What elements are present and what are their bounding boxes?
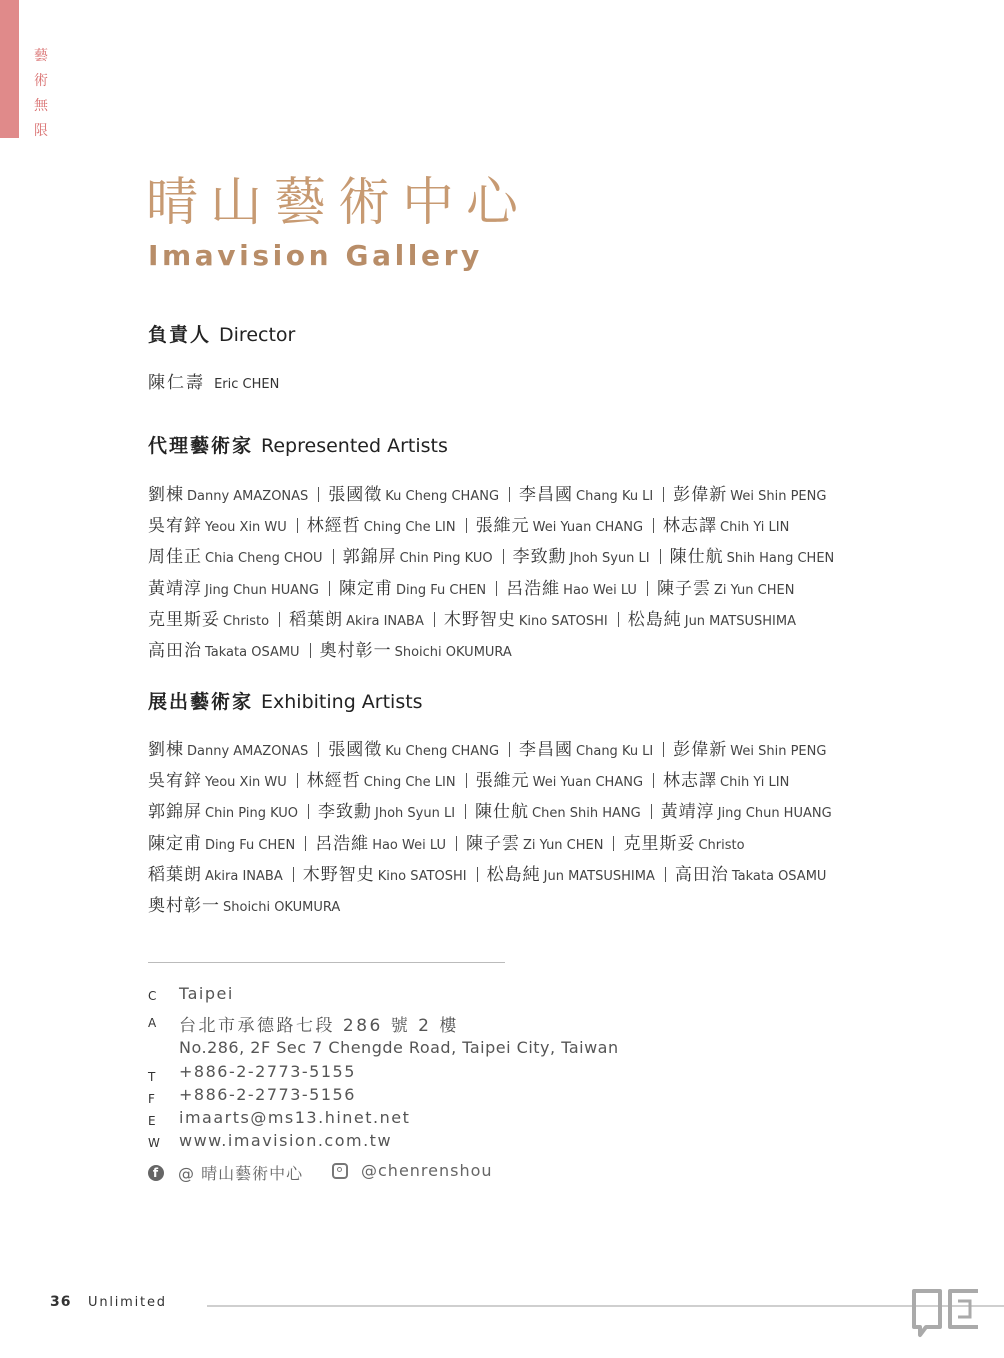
artist-name-cn: 陳仕航: [669, 547, 724, 568]
exhibiting-heading: [148, 688, 423, 716]
artist-name: [519, 485, 653, 504]
artist-row: [148, 635, 908, 666]
website-link[interactable]: www.imavision.com.tw: [179, 1131, 393, 1150]
artist-name-en: Danny AMAZONAS: [187, 744, 309, 759]
artist-name-cn: 李昌國: [519, 485, 574, 505]
artist-name-cn: 吳宥鋅: [148, 516, 202, 537]
separator: [333, 549, 334, 564]
city-letter: C: [148, 989, 157, 1003]
artist-name-en: Akira INABA: [205, 868, 283, 884]
artist-name-cn: 劉棟: [148, 740, 184, 760]
artist-name-cn: 張國徵: [328, 485, 383, 505]
artist-name-en: Hao Wei LU: [372, 837, 446, 853]
artist-name: [476, 771, 643, 790]
artist-name: [148, 834, 295, 853]
footer-label: Unlimited: [88, 1295, 167, 1310]
artist-name-en: Wei Shin PENG: [730, 744, 827, 759]
artist-name: [673, 485, 826, 504]
artist-name-cn: 陳子雲: [656, 578, 711, 599]
artist-name-en: Chang Ku LI: [576, 489, 654, 504]
facebook-link[interactable]: [148, 1161, 303, 1184]
web-letter: W: [148, 1136, 160, 1150]
artist-name: [148, 641, 300, 660]
artist-name-en: Ching Che LIN: [363, 520, 456, 536]
artist-name-cn: 林志譯: [663, 516, 718, 537]
side-tab: [0, 0, 19, 138]
artist-name-cn: 陳定甫: [148, 833, 202, 854]
artist-name-en: Wei Shin PENG: [730, 489, 827, 504]
separator: [318, 487, 319, 502]
artist-name-cn: 高田治: [148, 640, 202, 661]
director-name-cn: 陳仁壽: [148, 373, 205, 393]
artist-name-cn: 張國徵: [328, 740, 383, 760]
separator: [456, 836, 457, 851]
artist-name: [307, 516, 456, 535]
separator: [496, 581, 497, 596]
artist-name-en: Chen Shih HANG: [532, 806, 641, 822]
artist-name-cn: 奧村彰一: [148, 895, 220, 916]
artist-row: [148, 765, 908, 796]
separator: [293, 867, 294, 882]
artist-name: [623, 834, 744, 853]
director-heading-cn: 負責人: [148, 324, 212, 346]
artist-name-en: Ding Fu CHEN: [395, 582, 487, 598]
artist-name: [148, 771, 287, 790]
separator: [477, 867, 478, 882]
exhibiting-artist-list: [148, 734, 908, 921]
separator: [310, 643, 311, 658]
artist-row: [148, 890, 908, 921]
separator: [329, 581, 330, 596]
artist-name: [663, 771, 789, 790]
artist-name-cn: 稻葉朗: [289, 609, 344, 630]
side-label-char: 藝: [34, 48, 48, 64]
artist-name: [148, 547, 323, 566]
facebook-icon: f: [148, 1165, 164, 1181]
artist-name-en: Zi Yun CHEN: [713, 582, 795, 598]
artist-name: [444, 610, 608, 629]
separator: [618, 612, 619, 627]
artist-name-en: Chin Ping KUO: [205, 806, 299, 822]
page-title-en: Imavision Gallery: [148, 239, 483, 272]
artist-name-cn: 林志譯: [663, 771, 718, 792]
separator: [509, 742, 510, 757]
separator: [466, 518, 467, 533]
represented-artist-list: [148, 479, 908, 666]
artist-name-cn: 木野智史: [302, 864, 375, 885]
artist-name-en: Jing Chun HUANG: [717, 806, 832, 822]
artist-row: [148, 604, 908, 635]
artist-name: [148, 610, 269, 629]
artist-name-cn: 陳子雲: [465, 833, 520, 854]
artist-name: [670, 547, 835, 566]
tel-letter: T: [148, 1070, 156, 1084]
separator: [665, 867, 666, 882]
artist-name-cn: 克里斯妥: [148, 609, 220, 630]
instagram-link[interactable]: [332, 1161, 493, 1180]
email-letter: E: [148, 1114, 156, 1128]
artist-name: [148, 485, 308, 504]
artist-name-cn: 黃靖淳: [660, 802, 715, 823]
artist-row: [148, 479, 908, 510]
artist-name-en: Chin Ping KUO: [399, 551, 493, 567]
artist-name-cn: 稻葉朗: [148, 864, 202, 885]
artist-name-en: Wei Yuan CHANG: [532, 520, 644, 536]
separator: [653, 773, 654, 788]
divider: [148, 962, 505, 963]
footer-line: [207, 1305, 1004, 1307]
address-en: No.286, 2F Sec 7 Chengde Road, Taipei City, Taiwan: [179, 1038, 619, 1057]
artist-name-en: Wei Yuan CHANG: [532, 775, 644, 791]
artist-row: [148, 828, 908, 859]
artist-name-en: Akira INABA: [346, 613, 424, 629]
separator: [465, 804, 466, 819]
artist-name: [343, 547, 493, 566]
artist-name-cn: 呂浩維: [315, 833, 370, 854]
artist-name: [475, 802, 641, 821]
artist-name: [148, 865, 283, 884]
artist-name: [148, 802, 298, 821]
artist-name-en: Takata OSAMU: [205, 644, 300, 660]
director-name-en: Eric CHEN: [214, 377, 280, 392]
artist-name-cn: 克里斯妥: [623, 833, 696, 854]
side-label: [33, 44, 49, 144]
address-cn: 台北市承德路七段 286 號 2 樓: [179, 1016, 459, 1036]
artist-name-en: Chih Yi LIN: [720, 520, 790, 536]
artist-name-en: Ding Fu CHEN: [205, 837, 296, 853]
artist-name-cn: 彭偉新: [673, 485, 728, 505]
artist-name-en: Zi Yun CHEN: [522, 837, 604, 853]
tel-value: +886-2-2773-5155: [179, 1062, 356, 1081]
magazine-logo-icon: [910, 1287, 982, 1339]
artist-name-cn: 劉棟: [148, 485, 184, 505]
artist-name-cn: 松島純: [627, 609, 682, 630]
artist-name-en: Shih Hang CHEN: [726, 551, 835, 567]
artist-name: [148, 740, 308, 759]
separator: [660, 549, 661, 564]
separator: [297, 773, 298, 788]
artist-name-en: Jun MATSUSHIMA: [543, 868, 655, 884]
instagram-icon: [332, 1163, 348, 1179]
artist-name-en: Ku Cheng CHANG: [385, 489, 500, 504]
director-name: [148, 370, 279, 398]
artist-name: [673, 740, 826, 759]
artist-name-cn: 木野智史: [443, 609, 516, 630]
artist-name: [657, 579, 795, 598]
artist-name-cn: 吳宥鋅: [148, 771, 202, 792]
instagram-handle: @chenrenshou: [361, 1161, 493, 1180]
side-label-char: 無: [34, 98, 48, 114]
separator: [653, 518, 654, 533]
artist-row: [148, 541, 908, 572]
artist-name: [487, 865, 655, 884]
artist-name-en: Shoichi OKUMURA: [223, 899, 341, 915]
separator: [663, 742, 664, 757]
artist-name-cn: 林經哲: [306, 516, 361, 537]
artist-name-cn: 周佳正: [148, 547, 202, 568]
separator: [308, 804, 309, 819]
artist-name-en: Jhoh Syun LI: [375, 806, 456, 822]
artist-name-en: Yeou Xin WU: [205, 775, 287, 791]
page-title-cn: 晴山藝術中心: [146, 173, 531, 233]
artist-name-en: Christo: [223, 613, 270, 629]
address-letter: A: [148, 1016, 157, 1030]
artist-name-en: Hao Wei LU: [563, 582, 637, 598]
artist-name-cn: 郭錦屏: [148, 802, 202, 823]
artist-name-cn: 張維元: [475, 516, 530, 537]
artist-name-en: Takata OSAMU: [731, 868, 827, 884]
artist-name-en: Chia Cheng CHOU: [205, 551, 323, 567]
represented-heading: [148, 432, 448, 460]
artist-name: [476, 516, 643, 535]
separator: [663, 487, 664, 502]
email-link[interactable]: imaarts@ms13.hinet.net: [179, 1108, 411, 1127]
artist-name: [148, 516, 287, 535]
artist-name-en: Yeou Xin WU: [205, 520, 287, 536]
artist-name-cn: 奧村彰一: [319, 640, 392, 661]
artist-name: [148, 579, 319, 598]
artist-name-en: Jhoh Syun LI: [569, 551, 650, 567]
artist-name-cn: 松島純: [486, 864, 541, 885]
artist-name-en: Chih Yi LIN: [720, 775, 790, 791]
artist-name-en: Christo: [698, 837, 745, 853]
side-label-char: 限: [34, 123, 48, 139]
artist-name-en: Jing Chun HUANG: [205, 582, 319, 598]
artist-name-cn: 高田治: [674, 864, 729, 885]
fax-value: +886-2-2773-5156: [179, 1085, 356, 1104]
separator: [466, 773, 467, 788]
artist-name: [328, 740, 499, 759]
artist-name-cn: 黃靖淳: [148, 578, 202, 599]
artist-row: [148, 859, 908, 890]
separator: [297, 518, 298, 533]
director-heading-en: Director: [219, 324, 296, 346]
separator: [318, 742, 319, 757]
exhibiting-heading-cn: 展出藝術家: [148, 691, 254, 713]
represented-heading-cn: 代理藝術家: [148, 435, 254, 457]
artist-row: [148, 734, 908, 765]
artist-name: [506, 579, 637, 598]
artist-name: [663, 516, 789, 535]
separator: [279, 612, 280, 627]
separator: [503, 549, 504, 564]
artist-name: [289, 610, 424, 629]
artist-name-cn: 彭偉新: [673, 740, 728, 760]
artist-row: [148, 796, 908, 827]
artist-row: [148, 573, 908, 604]
artist-name: [675, 865, 827, 884]
side-label-char: 術: [34, 73, 48, 89]
artist-name: [318, 802, 455, 821]
artist-name-en: Danny AMAZONAS: [187, 489, 309, 504]
artist-name: [307, 771, 456, 790]
artist-name: [148, 896, 340, 915]
artist-name-en: Ching Che LIN: [363, 775, 456, 791]
artist-name: [513, 547, 650, 566]
artist-name-cn: 林經哲: [306, 771, 361, 792]
represented-heading-en: Represented Artists: [261, 435, 448, 457]
artist-name-cn: 李致勳: [318, 802, 373, 823]
director-heading: [148, 321, 295, 349]
separator: [509, 487, 510, 502]
separator: [647, 581, 648, 596]
separator: [613, 836, 614, 851]
fax-letter: F: [148, 1092, 155, 1106]
artist-name-en: Shoichi OKUMURA: [394, 644, 512, 660]
artist-name: [519, 740, 653, 759]
artist-name-en: Chang Ku LI: [576, 744, 654, 759]
artist-name: [303, 865, 467, 884]
separator: [305, 836, 306, 851]
artist-name: [466, 834, 604, 853]
artist-name-cn: 陳定甫: [338, 578, 393, 599]
artist-name-cn: 張維元: [475, 771, 530, 792]
artist-name: [661, 802, 832, 821]
artist-name: [328, 485, 499, 504]
facebook-handle: @ 晴山藝術中心: [178, 1164, 304, 1183]
artist-name: [315, 834, 446, 853]
page-number: 36: [50, 1294, 72, 1310]
exhibiting-heading-en: Exhibiting Artists: [261, 691, 423, 713]
artist-name-cn: 李致勳: [512, 547, 567, 568]
separator: [651, 804, 652, 819]
artist-name-en: Jun MATSUSHIMA: [684, 613, 796, 629]
artist-name-cn: 郭錦屏: [342, 547, 397, 568]
artist-name-cn: 呂浩維: [506, 578, 561, 599]
city-value: Taipei: [179, 984, 234, 1003]
artist-name-cn: 陳仕航: [475, 802, 530, 823]
artist-name-en: Kino SATOSHI: [518, 613, 608, 629]
artist-name: [339, 579, 486, 598]
artist-row: [148, 510, 908, 541]
artist-name: [320, 641, 512, 660]
artist-name-cn: 李昌國: [519, 740, 574, 760]
separator: [434, 612, 435, 627]
artist-name-en: Kino SATOSHI: [377, 868, 467, 884]
artist-name: [628, 610, 796, 629]
artist-name-en: Ku Cheng CHANG: [385, 744, 500, 759]
